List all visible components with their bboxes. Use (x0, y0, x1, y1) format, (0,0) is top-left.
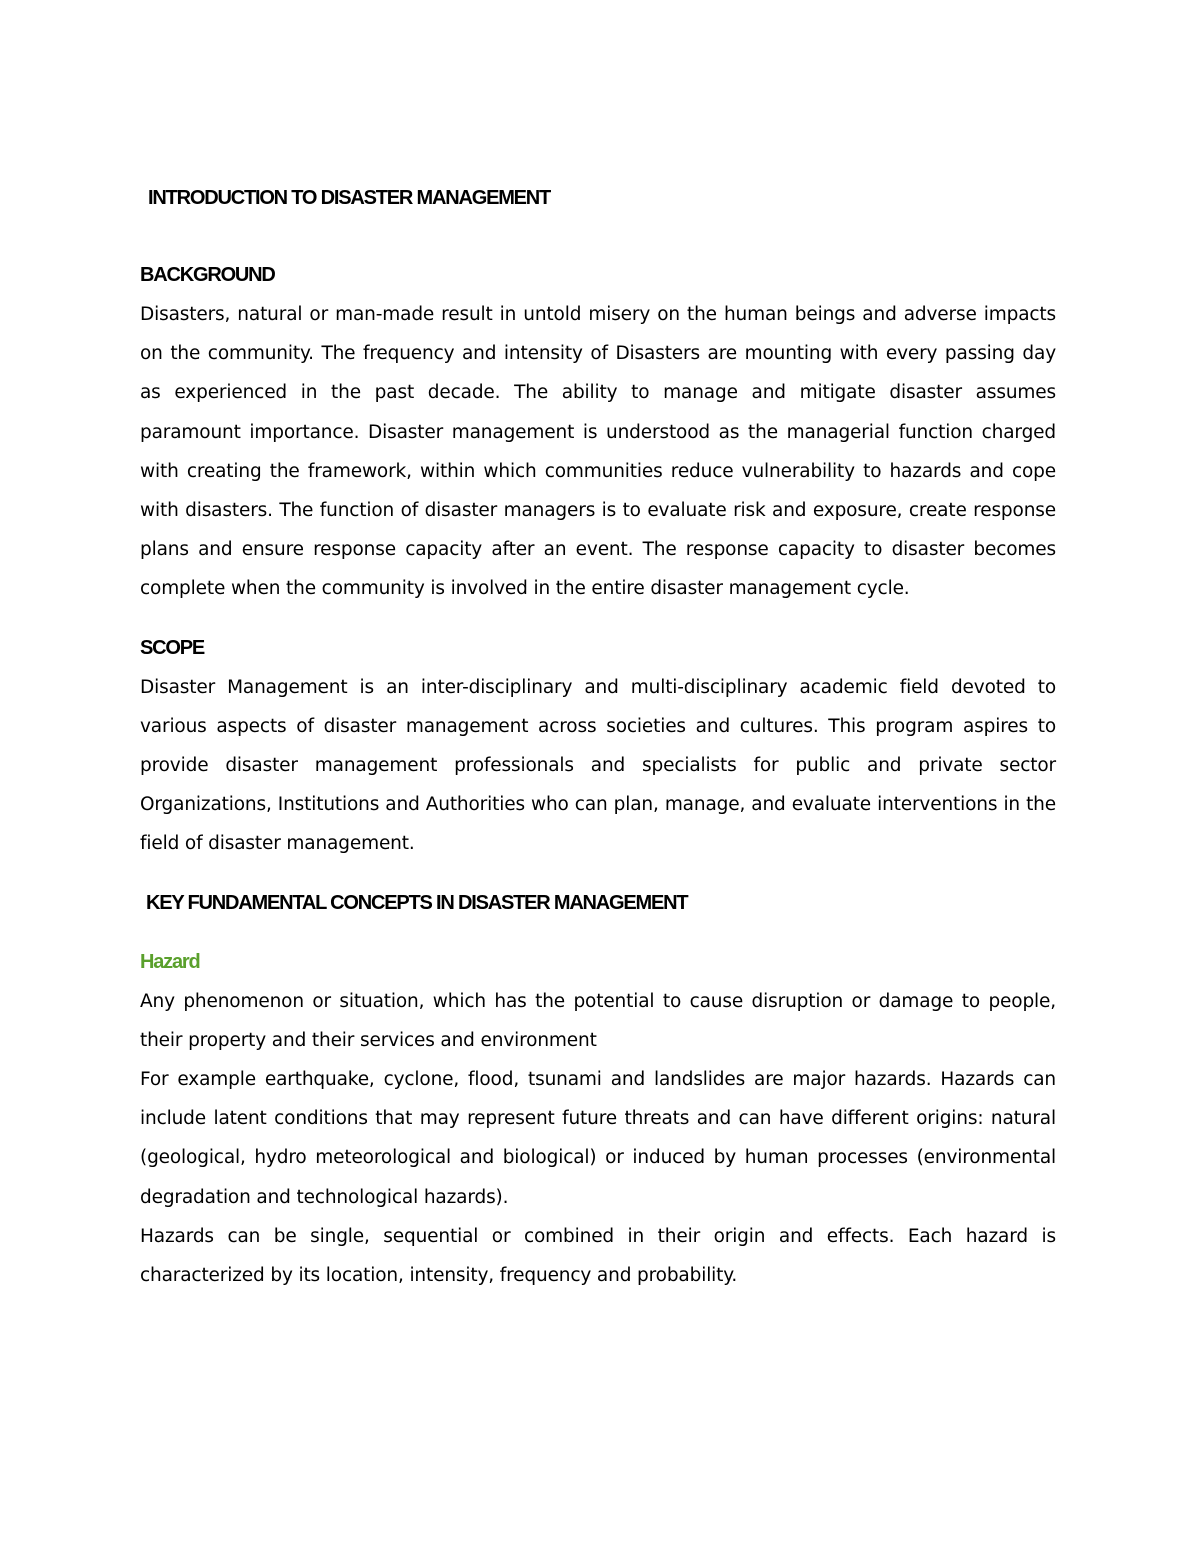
hazard-paragraph-definition: Any phenomenon or situation, which has the potential to cause disruption or damage to people, their property and their services and environment (140, 990, 1056, 1051)
document-page (140, 178, 1056, 1295)
document-title: INTRODUCTION TO DISASTER MANAGEMENT (148, 187, 551, 209)
scope-paragraph: Disaster Management is an inter-disciplinary and multi-disciplinary academic field devoted to various aspects of disaster management across societies and cultures. This program aspires to provide disaster management professionals and specialists for public and private sector Organizations, Institutions and Authorities who can plan, manage, and evaluate interventions in the field of disaster management. (140, 676, 1056, 855)
section-heading-key-concepts: KEY FUNDAMENTAL CONCEPTS IN DISASTER MANAGEMENT (146, 891, 688, 914)
section-heading-hazard: Hazard (140, 950, 200, 973)
hazard-paragraph-examples: For example earthquake, cyclone, flood, tsunami and landslides are major hazards. Hazards can include latent conditions that may represent future threats and can have different origins: natural (geological, hydro meteorological and biological) or induced by human processes (environmental degradation and technological hazards). (140, 1069, 1056, 1208)
hazard-paragraph-characteristics: Hazards can be single, sequential or combined in their origin and effects. Each hazard is characterized by its location, intensity, frequency and probability. (140, 1225, 1056, 1287)
background-paragraph: Disasters, natural or man-made result in untold misery on the human beings and adverse impacts on the community. The frequency and intensity of Disasters are mounting with every passing day as experienced in the past decade. The ability to manage and mitigate disaster assumes paramount importance. Disaster management is understood as the managerial function charged with creating the framework, within which communities reduce vulnerability to hazards and cope with disasters. The function of disaster managers is to evaluate risk and exposure, create response plans and ensure response capacity after an event. The response capacity to disaster becomes complete when the community is involved in the entire disaster management cycle. (140, 304, 1056, 600)
section-heading-scope: SCOPE (140, 636, 205, 659)
section-heading-background: BACKGROUND (140, 264, 275, 286)
